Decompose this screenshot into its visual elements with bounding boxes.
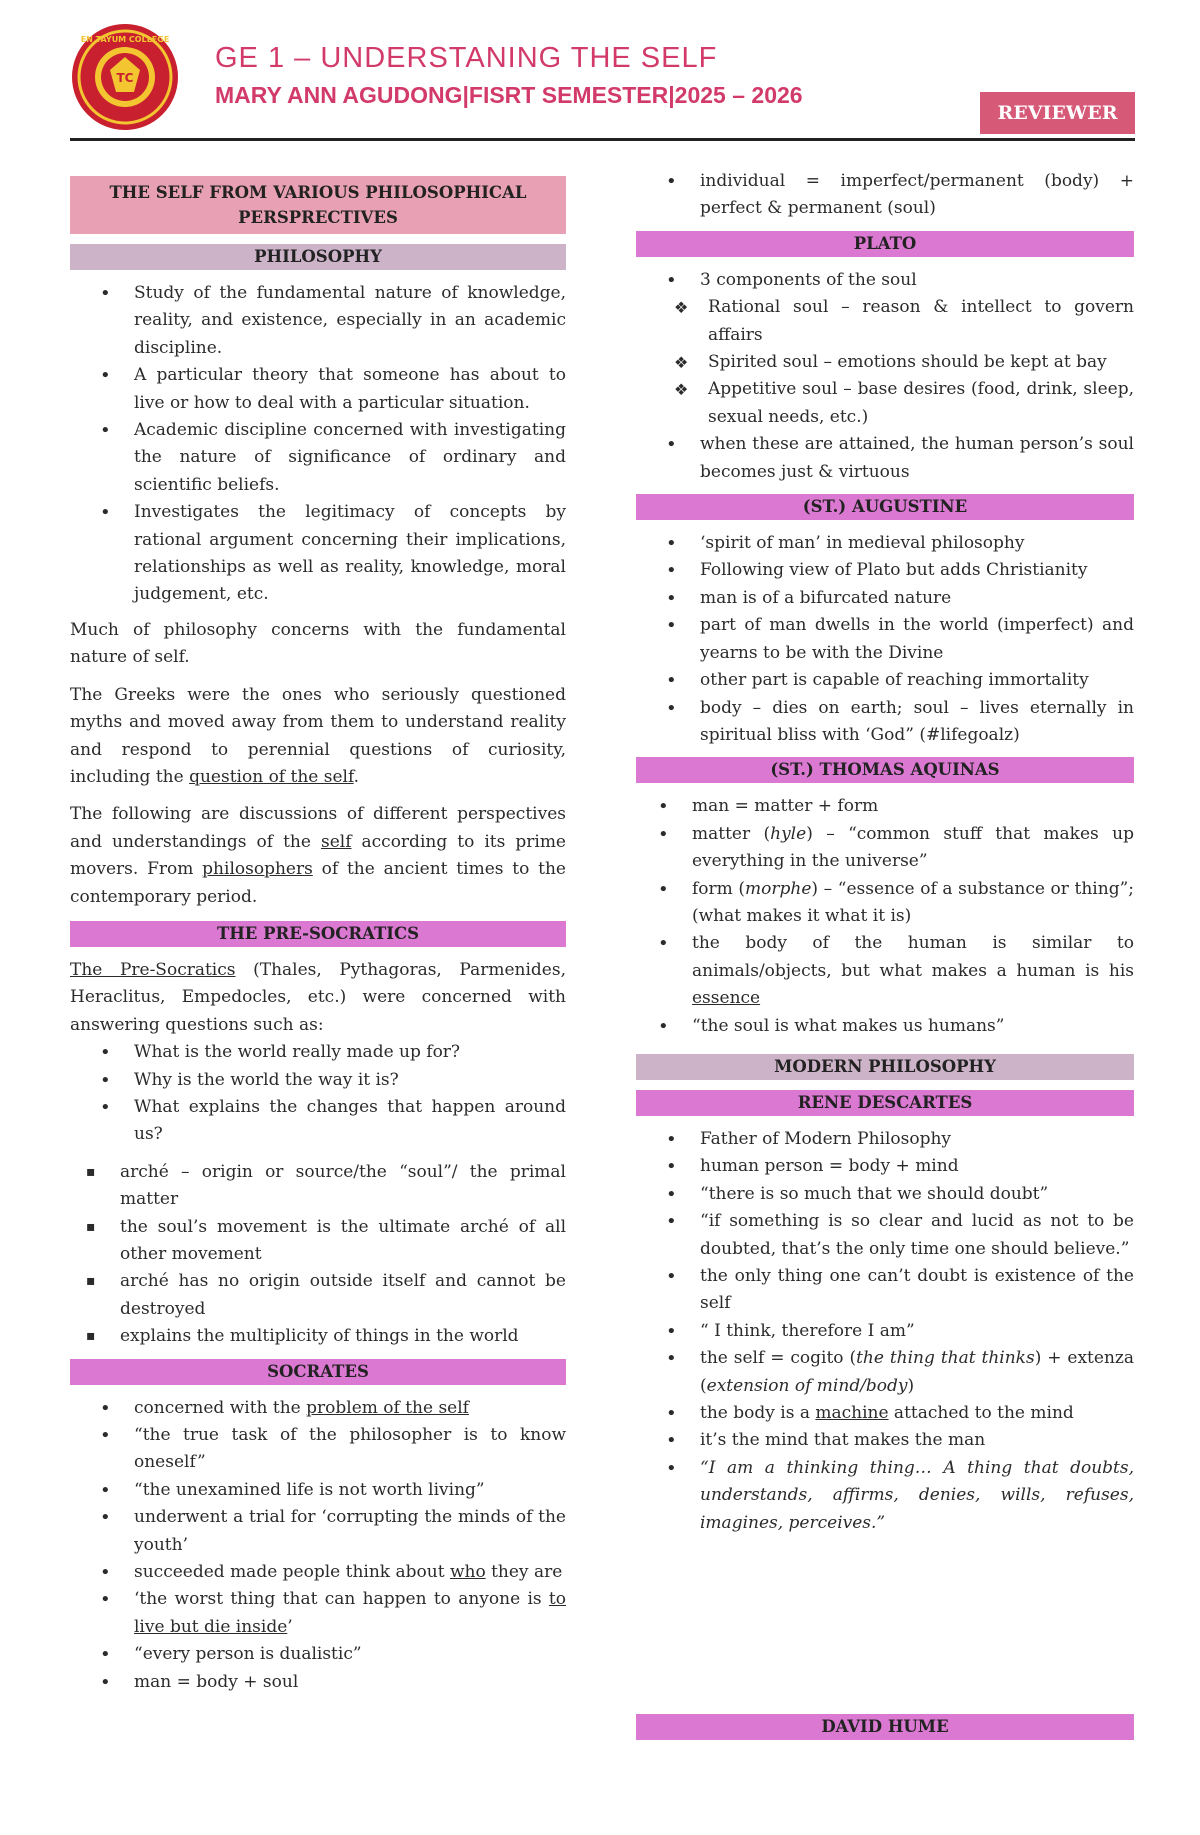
college-seal-logo: [70, 22, 180, 132]
section-heading-presocratics: THE PRE-SOCRATICS: [70, 921, 566, 947]
section-heading-hume: DAVID HUME: [636, 1714, 1134, 1740]
soul-components-list: [636, 294, 1134, 431]
course-title: GE 1 – UNDERSTANING THE SELF: [215, 42, 718, 74]
list-item: • Father of Modern Philosophy: [636, 1126, 1134, 1153]
section-heading-socrates: SOCRATES: [70, 1359, 566, 1385]
list-item: • succeeded made people think about who they are: [70, 1559, 566, 1586]
socrates-list: [70, 1395, 566, 1696]
augustine-list: [636, 530, 1134, 749]
section-heading-philosophy: PHILOSOPHY: [70, 244, 566, 270]
section-heading-augustine: (ST.) AUGUSTINE: [636, 494, 1134, 520]
list-item: ❖ Appetitive soul – base desires (food, drink, sleep, sexual needs, etc.): [636, 376, 1134, 431]
right-column: [636, 168, 1134, 1537]
list-item: ❖ Spirited soul – emotions should be kept at bay: [636, 349, 1134, 376]
socrates-continued-list: [636, 168, 1134, 223]
arche-list: [70, 1159, 566, 1351]
plato-list: [636, 267, 1134, 486]
list-item: • “the unexamined life is not worth living”: [70, 1477, 566, 1504]
list-item: • “if something is so clear and lucid as not to be doubted, that’s the only time one should believe.”: [636, 1208, 1134, 1263]
list-item: • the body of the human is similar to animals/objects, but what makes a human is his essence: [628, 930, 1134, 1012]
list-item: ❖ Rational soul – reason & intellect to govern affairs: [636, 294, 1134, 349]
section-heading-descartes: RENE DESCARTES: [636, 1090, 1134, 1116]
paragraph: The following are discussions of different perspectives and understandings of the self according to its prime movers. From philosophers of the ancient times to the contemporary period.: [70, 804, 566, 907]
svg-text:TC: TC: [116, 71, 134, 85]
list-item: • Academic discipline concerned with investigating the nature of significance of ordinary and scientific beliefs.: [70, 417, 566, 499]
list-item: • individual = imperfect/permanent (body) + perfect & permanent (soul): [636, 168, 1134, 223]
list-item: • it’s the mind that makes the man: [636, 1427, 1134, 1454]
list-item: ▪ explains the multiplicity of things in the world: [70, 1323, 566, 1350]
list-item: • 3 components of the soul ❖ Rational soul – reason & intellect to govern affairs ❖ Spirited soul – emotions should be kept at bay ❖ Appetitive soul – base desires (food, drink, sleep, sexual needs, etc.): [636, 267, 1134, 431]
page-header: [70, 20, 1135, 138]
list-item: • underwent a trial for ‘corrupting the minds of the youth’: [70, 1504, 566, 1559]
list-item: • other part is capable of reaching immortality: [636, 667, 1134, 694]
list-item: • form (morphe) – “essence of a substance or thing”; (what makes it what it is): [628, 876, 1134, 931]
list-item: • “there is so much that we should doubt”: [636, 1181, 1134, 1208]
list-item: • the self = cogito (the thing that thinks) + extenza (extension of mind/body): [636, 1345, 1134, 1400]
left-column: [70, 168, 566, 1696]
list-item: • Study of the fundamental nature of knowledge, reality, and existence, especially in an academic discipline.: [70, 280, 566, 362]
list-item: • “the true task of the philosopher is to know oneself”: [70, 1422, 566, 1477]
list-item: ▪ the soul’s movement is the ultimate arché of all other movement: [70, 1214, 566, 1269]
philosophy-list: [70, 280, 566, 609]
list-item: • the only thing one can’t doubt is existence of the self: [636, 1263, 1134, 1318]
list-item: • when these are attained, the human person’s soul becomes just & virtuous: [636, 431, 1134, 486]
questions-list: [70, 1039, 566, 1149]
header-divider: [70, 138, 1135, 141]
list-item: • concerned with the problem of the self: [70, 1395, 566, 1422]
list-item: • What explains the changes that happen around us?: [70, 1094, 566, 1149]
list-item: • body – dies on earth; soul – lives eternally in spiritual bliss with ‘God” (#lifegoalz): [636, 695, 1134, 750]
list-item: ▪ arché has no origin outside itself and cannot be destroyed: [70, 1268, 566, 1323]
list-item: • man = matter + form: [628, 793, 1134, 820]
list-item: • the body is a machine attached to the mind: [636, 1400, 1134, 1427]
course-subtitle: MARY ANN AGUDONG|FISRT SEMESTER|2025 – 2026: [215, 82, 803, 108]
section-heading-self: THE SELF FROM VARIOUS PHILOSOPHICAL PERSPRECTIVES: [70, 176, 566, 234]
svg-text:EN TAYUM COLLEGE: EN TAYUM COLLEGE: [80, 35, 170, 44]
list-item: • ‘spirit of man’ in medieval philosophy: [636, 530, 1134, 557]
aquinas-list: [628, 793, 1134, 1040]
list-item: • human person = body + mind: [636, 1153, 1134, 1180]
list-item: • Why is the world the way it is?: [70, 1067, 566, 1094]
list-item: • “I am a thinking thing… A thing that doubts, understands, affirms, denies, wills, refuses, imagines, perceives.”: [636, 1455, 1134, 1537]
list-item: • What is the world really made up for?: [70, 1039, 566, 1066]
list-item: • matter (hyle) – “common stuff that makes up everything in the universe”: [628, 821, 1134, 876]
reviewer-badge: REVIEWER: [980, 92, 1135, 134]
descartes-list: [636, 1126, 1134, 1537]
list-item: • man is of a bifurcated nature: [636, 585, 1134, 612]
list-item: • Following view of Plato but adds Christianity: [636, 557, 1134, 584]
list-item: • “the soul is what makes us humans”: [628, 1013, 1134, 1040]
list-item: • A particular theory that someone has about to live or how to deal with a particular situation.: [70, 362, 566, 417]
list-item: • “ I think, therefore I am”: [636, 1318, 1134, 1345]
list-item: • “every person is dualistic”: [70, 1641, 566, 1668]
section-heading-aquinas: (ST.) THOMAS AQUINAS: [636, 757, 1134, 783]
paragraph: Much of philosophy concerns with the fundamental nature of self.: [70, 619, 566, 668]
list-item: • Investigates the legitimacy of concepts by rational argument concerning their implications, relationships as well as reality, knowledge, moral judgement, etc.: [70, 499, 566, 609]
paragraph: The Greeks were the ones who seriously questioned myths and moved away from them to understand reality and respond to perennial questions of curiosity, including the question of the self.: [70, 684, 566, 787]
section-heading-modern: MODERN PHILOSOPHY: [636, 1054, 1134, 1080]
paragraph: The Pre-Socratics (Thales, Pythagoras, Parmenides, Heraclitus, Empedocles, etc.) were concerned with answering questions such as:: [70, 959, 566, 1035]
list-item: ▪ arché – origin or source/the “soul”/ the primal matter: [70, 1159, 566, 1214]
section-heading-plato: PLATO: [636, 231, 1134, 257]
list-item: • ‘the worst thing that can happen to anyone is to live but die inside’: [70, 1586, 566, 1641]
list-item: • man = body + soul: [70, 1669, 566, 1696]
list-item: • part of man dwells in the world (imperfect) and yearns to be with the Divine: [636, 612, 1134, 667]
